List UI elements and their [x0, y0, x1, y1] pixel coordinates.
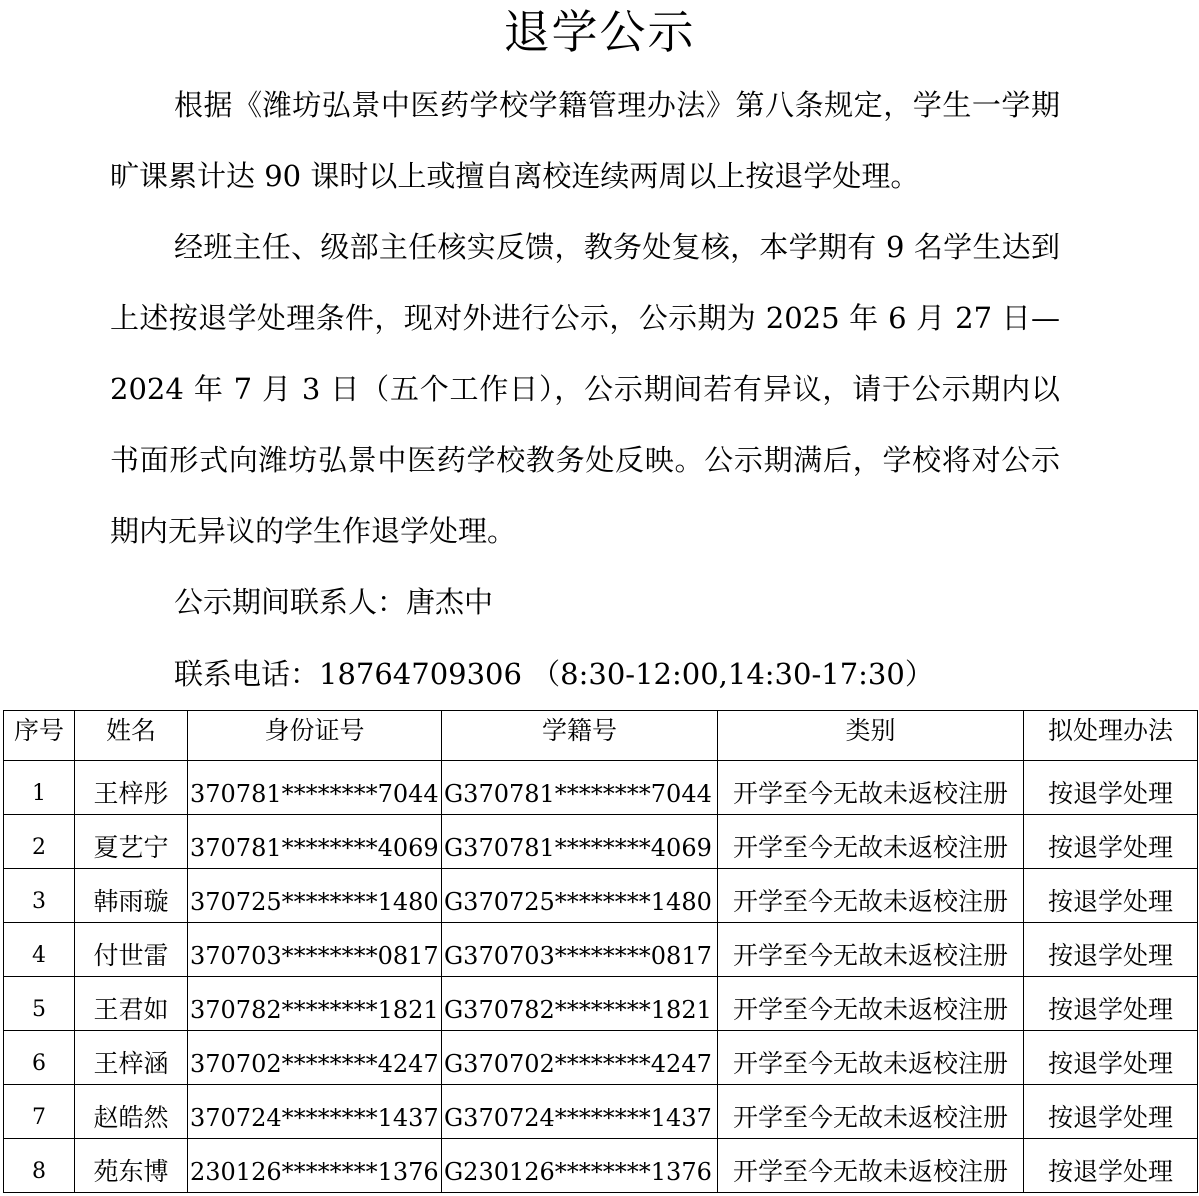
cell-category: 开学至今无故未返校注册 — [718, 815, 1024, 869]
cell-name: 赵皓然 — [75, 1085, 188, 1139]
table-row — [4, 869, 1198, 923]
header-index: 序号 — [4, 711, 75, 761]
cell-category: 开学至今无故未返校注册 — [718, 761, 1024, 815]
cell-index: 5 — [4, 977, 75, 1031]
cell-action: 按退学处理 — [1024, 1139, 1198, 1193]
cell-index: 7 — [4, 1085, 75, 1139]
header-id-number: 身份证号 — [188, 711, 442, 761]
cell-student-number: G370703********0817 — [442, 923, 718, 977]
cell-id-number: 370702********4247 — [188, 1031, 442, 1085]
cell-name: 王梓彤 — [75, 761, 188, 815]
contact-phone: 联系电话：18764709306 （8:30-12:00,14:30-17:30） — [174, 657, 934, 691]
cell-action: 按退学处理 — [1024, 761, 1198, 815]
cell-index: 8 — [4, 1139, 75, 1193]
cell-name: 王君如 — [75, 977, 188, 1031]
table-row — [4, 1139, 1198, 1193]
table-row — [4, 923, 1198, 977]
cell-name: 苑东博 — [75, 1139, 188, 1193]
cell-action: 按退学处理 — [1024, 977, 1198, 1031]
table-row — [4, 1031, 1198, 1085]
paragraph-announcement: 经班主任、级部主任核实反馈，教务处复核，本学期有 9 名学生达到上述按退学处理条件，现对外进行公示，公示期为 2025 年 6 月 27 日—2024 年 7 月 3 日（五个工作日），公示期间若有异议，请于公示期内以书面形式向潍坊弘景中医药学校教务处反映。公示期满后，学校将对公示期内无异议的学生作退学处理。 — [110, 230, 1060, 548]
page-title: 退学公示 — [503, 5, 696, 59]
cell-name: 夏艺宁 — [75, 815, 188, 869]
cell-index: 1 — [4, 761, 75, 815]
cell-category: 开学至今无故未返校注册 — [718, 1139, 1024, 1193]
paragraph-regulation: 根据《潍坊弘景中医药学校学籍管理办法》第八条规定，学生一学期旷课累计达 90 课时以上或擅自离校连续两周以上按退学处理。 — [110, 88, 1060, 193]
cell-id-number: 370781********7044 — [188, 761, 442, 815]
cell-action: 按退学处理 — [1024, 869, 1198, 923]
cell-category: 开学至今无故未返校注册 — [718, 923, 1024, 977]
cell-action: 按退学处理 — [1024, 815, 1198, 869]
header-category: 类别 — [718, 711, 1024, 761]
cell-action: 按退学处理 — [1024, 1031, 1198, 1085]
cell-name: 付世雷 — [75, 923, 188, 977]
cell-id-number: 370703********0817 — [188, 923, 442, 977]
table-header-row — [4, 711, 1198, 761]
cell-student-number: G370702********4247 — [442, 1031, 718, 1085]
contact-person: 公示期间联系人：唐杰中 — [174, 585, 494, 619]
cell-index: 4 — [4, 923, 75, 977]
cell-action: 按退学处理 — [1024, 923, 1198, 977]
cell-name: 王梓涵 — [75, 1031, 188, 1085]
cell-name: 韩雨璇 — [75, 869, 188, 923]
cell-category: 开学至今无故未返校注册 — [718, 1085, 1024, 1139]
cell-id-number: 230126********1376 — [188, 1139, 442, 1193]
header-name: 姓名 — [75, 711, 188, 761]
cell-student-number: G370781********7044 — [442, 761, 718, 815]
table-row — [4, 1085, 1198, 1139]
cell-student-number: G370781********4069 — [442, 815, 718, 869]
cell-student-number: G230126********1376 — [442, 1139, 718, 1193]
cell-index: 6 — [4, 1031, 75, 1085]
table-row — [4, 761, 1198, 815]
cell-category: 开学至今无故未返校注册 — [718, 1031, 1024, 1085]
cell-student-number: G370724********1437 — [442, 1085, 718, 1139]
header-action: 拟处理办法 — [1024, 711, 1198, 761]
cell-student-number: G370725********1480 — [442, 869, 718, 923]
cell-index: 2 — [4, 815, 75, 869]
cell-id-number: 370725********1480 — [188, 869, 442, 923]
withdrawal-table — [3, 710, 1198, 1193]
table-row — [4, 977, 1198, 1031]
cell-id-number: 370782********1821 — [188, 977, 442, 1031]
cell-category: 开学至今无故未返校注册 — [718, 869, 1024, 923]
cell-id-number: 370781********4069 — [188, 815, 442, 869]
cell-index: 3 — [4, 869, 75, 923]
cell-student-number: G370782********1821 — [442, 977, 718, 1031]
table-row — [4, 815, 1198, 869]
header-student-number: 学籍号 — [442, 711, 718, 761]
cell-action: 按退学处理 — [1024, 1085, 1198, 1139]
cell-category: 开学至今无故未返校注册 — [718, 977, 1024, 1031]
cell-id-number: 370724********1437 — [188, 1085, 442, 1139]
table-body — [4, 761, 1198, 1193]
